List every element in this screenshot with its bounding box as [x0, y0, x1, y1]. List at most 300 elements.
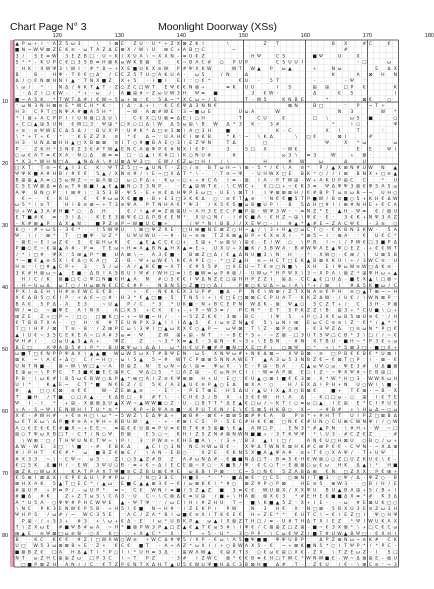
stitch-symbol: H	[238, 494, 243, 500]
stitch-symbol: 5	[34, 54, 38, 60]
stitch-symbol: ⊠	[139, 228, 144, 233]
stitch-symbol: I	[84, 407, 86, 413]
stitch-symbol: \	[53, 457, 56, 463]
stitch-symbol: ⊠	[114, 42, 119, 47]
stitch-symbol: ≡	[306, 153, 311, 159]
stitch-symbol: 5	[77, 240, 81, 246]
stitch-symbol: □	[138, 85, 144, 91]
stitch-symbol: Z	[195, 432, 199, 438]
stitch-symbol: ~	[238, 500, 243, 506]
stitch-symbol: -	[115, 358, 118, 364]
stitch-symbol: P	[220, 271, 224, 277]
stitch-symbol: N	[300, 358, 305, 364]
stitch-symbol: ▲	[244, 197, 249, 202]
stitch-symbol: X	[282, 234, 286, 240]
stitch-symbol: 5	[375, 184, 379, 190]
stitch-symbol: Ψ	[294, 531, 298, 537]
stitch-symbol: K	[58, 197, 63, 202]
stitch-symbol: ⊞	[362, 562, 367, 568]
stitch-symbol: ⊞	[337, 234, 342, 240]
stitch-symbol: ○	[52, 178, 57, 184]
stitch-symbol: 3	[59, 66, 62, 72]
stitch-symbol: Z	[313, 562, 317, 568]
stitch-symbol: W	[393, 197, 398, 202]
stitch-symbol: X	[145, 352, 149, 357]
stitch-symbol: Z	[344, 550, 348, 556]
stitch-symbol: ▲	[126, 277, 131, 283]
stitch-symbol: /	[264, 519, 266, 525]
stitch-symbol: C	[133, 482, 137, 488]
stitch-symbol: B	[275, 364, 280, 370]
stitch-symbol: ∵	[34, 519, 38, 525]
stitch-symbol: ▲	[306, 259, 311, 264]
stitch-symbol: €	[313, 327, 317, 333]
stitch-symbol: Δ	[331, 184, 335, 190]
stitch-symbol: W	[275, 110, 280, 116]
stitch-symbol: ⊠	[170, 209, 175, 215]
stitch-symbol: ▲	[145, 445, 150, 450]
stitch-symbol: C	[170, 476, 174, 481]
stitch-symbol: W	[287, 556, 293, 562]
stitch-symbol: U	[331, 277, 335, 283]
stitch-symbol: T	[145, 544, 149, 550]
stitch-symbol: -	[258, 79, 260, 85]
stitch-symbol: ⊞	[244, 383, 249, 388]
stitch-symbol: P	[114, 476, 118, 481]
stitch-symbol: ⊞	[294, 321, 299, 326]
stitch-symbol: /	[84, 128, 87, 134]
stitch-symbol: A	[257, 383, 261, 388]
stitch-symbol: #	[139, 91, 144, 97]
stitch-symbol: ⊞	[95, 178, 100, 184]
stitch-symbol: N	[213, 215, 218, 221]
stitch-symbol: P	[102, 476, 106, 481]
stitch-symbol: \	[96, 228, 99, 233]
stitch-symbol: *	[96, 104, 99, 109]
stitch-symbol: T	[28, 352, 31, 357]
stitch-symbol: X	[220, 463, 224, 469]
stitch-symbol: 5	[195, 296, 199, 302]
stitch-symbol: E	[15, 370, 19, 376]
stitch-symbol: ⊠	[393, 302, 398, 308]
stitch-symbol: A	[294, 469, 298, 475]
stitch-symbol: 5	[251, 407, 255, 413]
stitch-symbol: ∵	[257, 476, 261, 481]
stitch-symbol: #	[207, 60, 212, 66]
stitch-symbol: ·	[282, 252, 285, 258]
stitch-symbol: /	[258, 228, 260, 233]
stitch-symbol: H	[201, 116, 205, 122]
stitch-symbol: K	[201, 135, 205, 140]
stitch-symbol: E	[307, 482, 310, 488]
stitch-symbol: ■	[14, 97, 20, 103]
stitch-symbol: A	[257, 215, 261, 221]
stitch-symbol: *	[77, 228, 81, 233]
stitch-symbol: T	[83, 432, 87, 438]
stitch-symbol: E	[232, 513, 236, 519]
stitch-symbol: ·	[96, 122, 99, 128]
stitch-symbol: -	[388, 389, 390, 395]
stitch-symbol: ≡	[126, 469, 131, 475]
stitch-symbol: E	[145, 432, 149, 438]
stitch-symbol: B	[300, 172, 304, 178]
stitch-symbol: \	[140, 414, 142, 419]
stitch-symbol: *	[232, 556, 236, 562]
stitch-symbol: K	[139, 395, 143, 401]
stitch-symbol: ω	[83, 488, 88, 494]
stitch-symbol: 5	[127, 166, 131, 171]
stitch-symbol: H	[275, 395, 280, 401]
stitch-symbol: €	[83, 172, 87, 178]
stitch-symbol: ≡	[225, 85, 230, 91]
stitch-symbol: ⊞	[95, 240, 100, 246]
stitch-symbol: Z	[238, 519, 242, 525]
stitch-symbol: ω	[213, 525, 218, 531]
stitch-symbol: €	[387, 42, 391, 47]
stitch-symbol: X	[288, 352, 292, 357]
stitch-symbol: ~	[27, 197, 32, 202]
stitch-symbol: ▲	[40, 221, 44, 227]
stitch-symbol: ▲	[145, 531, 150, 537]
stitch-symbol: X	[71, 426, 75, 432]
stitch-symbol: -	[220, 457, 223, 463]
stitch-symbol: C	[344, 221, 348, 227]
stitch-symbol: +	[157, 197, 162, 202]
stitch-symbol: €	[251, 395, 255, 401]
stitch-symbol: P	[127, 302, 131, 308]
stitch-symbol: ≡	[163, 128, 168, 134]
stitch-symbol: X	[201, 544, 205, 550]
stitch-symbol: ω	[170, 500, 175, 506]
stitch-symbol: T	[40, 321, 44, 326]
stitch-symbol: T	[263, 457, 267, 463]
stitch-symbol: B	[27, 550, 32, 556]
stitch-symbol: ·	[357, 451, 359, 457]
stitch-symbol: E	[114, 48, 118, 54]
stitch-symbol: 3	[127, 296, 131, 302]
stitch-symbol: +	[95, 339, 100, 345]
stitch-symbol: Z	[189, 283, 193, 289]
stitch-symbol: ■	[14, 48, 20, 54]
stitch-symbol: Δ	[238, 389, 242, 395]
stitch-symbol: Z	[133, 414, 137, 419]
stitch-symbol: C	[164, 494, 168, 500]
stitch-symbol: K	[120, 370, 125, 376]
stitch-symbol: U	[34, 283, 38, 289]
stitch-symbol: €	[356, 221, 360, 227]
stitch-symbol: ~	[356, 538, 361, 543]
stitch-symbol: /	[220, 252, 223, 258]
stitch-symbol: *	[332, 122, 335, 128]
stitch-symbol: €	[133, 215, 137, 221]
stitch-symbol: P	[15, 246, 19, 252]
stitch-symbol: -	[351, 562, 353, 568]
stitch-symbol: I	[314, 500, 316, 506]
row-number: 20	[2, 161, 9, 167]
stitch-symbol: \	[276, 203, 279, 209]
stitch-symbol: Z	[127, 85, 131, 91]
stitch-symbol: A	[337, 451, 342, 457]
stitch-symbol: ⊠	[52, 141, 57, 147]
stitch-symbol: X	[282, 488, 286, 494]
stitch-symbol: ○	[263, 376, 268, 382]
pattern-chart	[10, 39, 400, 589]
stitch-symbol: +	[362, 215, 367, 221]
stitch-symbol: -	[239, 314, 242, 320]
stitch-symbol: \	[301, 271, 304, 277]
stitch-symbol: ·	[96, 209, 99, 215]
stitch-symbol: ▲	[114, 302, 119, 308]
stitch-symbol: +	[393, 308, 398, 314]
stitch-symbol: U	[294, 60, 298, 66]
stitch-symbol: X	[127, 48, 131, 54]
stitch-symbol: ⊠	[238, 190, 243, 196]
stitch-symbol: C	[387, 538, 391, 543]
stitch-symbol: U	[139, 42, 143, 47]
stitch-symbol: ~	[176, 364, 181, 370]
stitch-symbol: 5	[251, 333, 255, 339]
stitch-symbol: ≡	[77, 420, 82, 426]
stitch-symbol: T	[102, 246, 106, 252]
stitch-symbol: -	[152, 339, 155, 345]
stitch-symbol: #	[151, 457, 156, 463]
stitch-symbol: \	[239, 240, 242, 246]
stitch-symbol: E	[331, 519, 335, 525]
stitch-symbol: ○	[362, 482, 367, 488]
stitch-symbol: 5	[214, 358, 217, 364]
stitch-symbol: -	[357, 482, 359, 488]
stitch-symbol: €	[319, 358, 323, 364]
stitch-symbol: P	[350, 85, 354, 91]
stitch-symbol: ~	[269, 333, 274, 339]
stitch-symbol: /	[171, 159, 173, 165]
stitch-symbol: 3	[176, 556, 180, 562]
stitch-symbol: C	[89, 290, 94, 295]
stitch-symbol: \	[344, 426, 347, 432]
stitch-symbol: E	[170, 463, 174, 469]
stitch-symbol: X	[34, 525, 38, 531]
stitch-symbol: /	[357, 296, 359, 302]
stitch-symbol: B	[344, 488, 348, 494]
stitch-symbol: T	[102, 85, 106, 91]
stitch-symbol: ▲	[312, 277, 317, 283]
stitch-symbol: €	[300, 550, 304, 556]
stitch-symbol: A	[58, 550, 63, 556]
stitch-symbol: C	[195, 445, 199, 450]
stitch-symbol: *	[394, 321, 397, 326]
stitch-symbol: 3	[356, 376, 360, 382]
stitch-symbol: ■	[219, 290, 224, 295]
stitch-symbol: P	[34, 488, 38, 494]
stitch-symbol: A	[127, 265, 131, 271]
stitch-symbol: ■	[312, 531, 317, 537]
stitch-symbol: I	[41, 42, 43, 47]
stitch-symbol: ▲	[89, 352, 94, 357]
stitch-symbol: ○	[114, 178, 119, 184]
stitch-symbol: €	[77, 290, 81, 295]
stitch-symbol: X	[300, 290, 304, 295]
stitch-symbol: ∵	[238, 135, 242, 140]
stitch-symbol: □	[33, 252, 38, 258]
stitch-symbol: \	[227, 426, 229, 432]
stitch-symbol: W	[207, 308, 212, 314]
stitch-symbol: A	[195, 550, 199, 556]
stitch-symbol: P	[114, 376, 118, 382]
stitch-symbol: P	[263, 482, 267, 488]
stitch-symbol: 5	[40, 544, 44, 550]
stitch-symbol: #	[64, 451, 69, 457]
stitch-symbol: ∵	[108, 104, 112, 109]
stitch-symbol: ⊠	[58, 389, 63, 395]
stitch-symbol: Δ	[189, 104, 193, 109]
stitch-symbol: P	[59, 420, 62, 426]
stitch-symbol: E	[65, 104, 69, 109]
stitch-symbol: H	[263, 159, 267, 165]
stitch-symbol: *	[375, 463, 378, 469]
stitch-symbol: Δ	[244, 73, 249, 78]
stitch-symbol: ·	[369, 531, 372, 537]
stitch-symbol: B	[65, 345, 69, 351]
stitch-symbol: ∵	[83, 445, 87, 450]
stitch-symbol: C	[306, 228, 311, 233]
stitch-symbol: \	[152, 122, 155, 128]
stitch-symbol: B	[325, 339, 329, 345]
stitch-symbol: ≡	[58, 488, 63, 494]
stitch-symbol: I	[152, 376, 155, 382]
stitch-symbol: ω	[170, 178, 175, 184]
stitch-symbol: *	[34, 159, 37, 165]
stitch-symbol: P	[121, 438, 124, 444]
stitch-symbol: □	[182, 228, 187, 233]
stitch-symbol: \	[270, 321, 273, 326]
stitch-symbol: €	[195, 147, 199, 153]
stitch-symbol: W	[83, 364, 88, 370]
stitch-symbol: #	[244, 420, 249, 426]
stitch-symbol: Z	[120, 339, 125, 345]
stitch-symbol: ω	[275, 321, 280, 326]
stitch-symbol: \	[41, 358, 43, 364]
stitch-symbol: ■	[368, 116, 373, 122]
stitch-symbol: □	[194, 128, 200, 134]
stitch-symbol: X	[21, 166, 25, 171]
stitch-symbol: /	[16, 252, 18, 258]
stitch-symbol: ⊠	[21, 240, 26, 246]
stitch-symbol: ⊠	[281, 482, 286, 488]
stitch-symbol: Z	[170, 42, 174, 47]
stitch-symbol: U	[27, 333, 32, 339]
stitch-symbol: H	[374, 302, 379, 308]
stitch-symbol: ·	[16, 197, 18, 202]
stitch-symbol: Z	[393, 215, 397, 221]
stitch-symbol: W	[318, 197, 324, 202]
stitch-symbol: A	[102, 178, 106, 184]
stitch-symbol: U	[15, 364, 19, 370]
stitch-symbol: E	[350, 364, 354, 370]
stitch-symbol: W	[318, 556, 324, 562]
stitch-symbol: W	[207, 556, 212, 562]
stitch-symbol: N	[157, 283, 162, 289]
stitch-symbol: €	[96, 97, 100, 103]
stitch-symbol: €	[127, 283, 131, 289]
stitch-symbol: €	[65, 60, 69, 66]
stitch-symbol: P	[325, 271, 329, 277]
stitch-symbol: A	[350, 488, 354, 494]
stitch-symbol: K	[46, 277, 50, 283]
stitch-symbol: *	[356, 308, 360, 314]
stitch-symbol: Ψ	[374, 215, 379, 221]
stitch-symbol: ▲	[275, 500, 280, 506]
stitch-symbol: #	[15, 451, 20, 457]
stitch-symbol: K	[331, 259, 335, 264]
stitch-symbol: Z	[176, 166, 180, 171]
stitch-symbol: ⊠	[232, 234, 237, 240]
stitch-symbol: ○	[287, 327, 292, 333]
stitch-symbol: *	[220, 259, 223, 264]
stitch-symbol: Ψ	[52, 66, 57, 72]
stitch-symbol: ·	[326, 507, 328, 512]
stitch-symbol: W	[145, 525, 150, 531]
stitch-symbol: 3	[139, 327, 143, 333]
stitch-symbol: B	[344, 352, 348, 357]
stitch-symbol: #	[201, 500, 206, 506]
stitch-symbol: ~	[331, 240, 336, 246]
stitch-symbol: P	[40, 507, 44, 512]
stitch-symbol: K	[114, 420, 118, 426]
stitch-symbol: ■	[374, 283, 379, 289]
stitch-symbol: ○	[256, 469, 261, 475]
stitch-symbol: €	[52, 153, 56, 159]
stitch-symbol: B	[313, 240, 317, 246]
stitch-symbol: ⊠	[15, 469, 20, 475]
stitch-symbol: ≡	[331, 321, 336, 326]
stitch-symbol: E	[375, 556, 379, 562]
stitch-symbol: ⊠	[275, 488, 280, 494]
stitch-symbol: ~	[368, 104, 373, 109]
stitch-symbol: I	[394, 488, 396, 494]
stitch-symbol: ∵	[90, 321, 93, 326]
stitch-symbol: +	[349, 407, 354, 413]
stitch-symbol: ▲	[393, 271, 398, 277]
stitch-symbol: /	[301, 190, 304, 196]
stitch-symbol: Z	[58, 240, 63, 246]
stitch-symbol: X	[145, 321, 149, 326]
stitch-symbol: T	[183, 172, 186, 178]
stitch-symbol: B	[306, 358, 311, 364]
stitch-symbol: T	[102, 147, 106, 153]
stitch-symbol: ≡	[108, 153, 113, 159]
stitch-symbol: ∵	[176, 507, 180, 512]
stitch-symbol: Δ	[27, 494, 32, 500]
stitch-symbol: Δ	[89, 153, 94, 159]
stitch-symbol: €	[96, 197, 100, 202]
stitch-symbol: ⊞	[58, 556, 63, 562]
stitch-symbol: -	[78, 246, 80, 252]
stitch-symbol: T	[319, 531, 323, 537]
stitch-symbol: T	[387, 395, 391, 401]
stitch-symbol: *	[102, 550, 106, 556]
stitch-symbol: ∵	[307, 562, 310, 568]
stitch-symbol: Ψ	[89, 234, 94, 240]
stitch-symbol: B	[151, 246, 156, 252]
stitch-symbol: C	[331, 420, 335, 426]
stitch-symbol: □	[374, 414, 379, 419]
stitch-symbol: Ψ	[176, 376, 181, 382]
stitch-symbol: P	[28, 513, 31, 519]
stitch-symbol: ⊠	[380, 296, 385, 302]
stitch-symbol: U	[151, 469, 156, 475]
stitch-symbol: A	[114, 494, 118, 500]
stitch-symbol: □	[163, 172, 169, 178]
